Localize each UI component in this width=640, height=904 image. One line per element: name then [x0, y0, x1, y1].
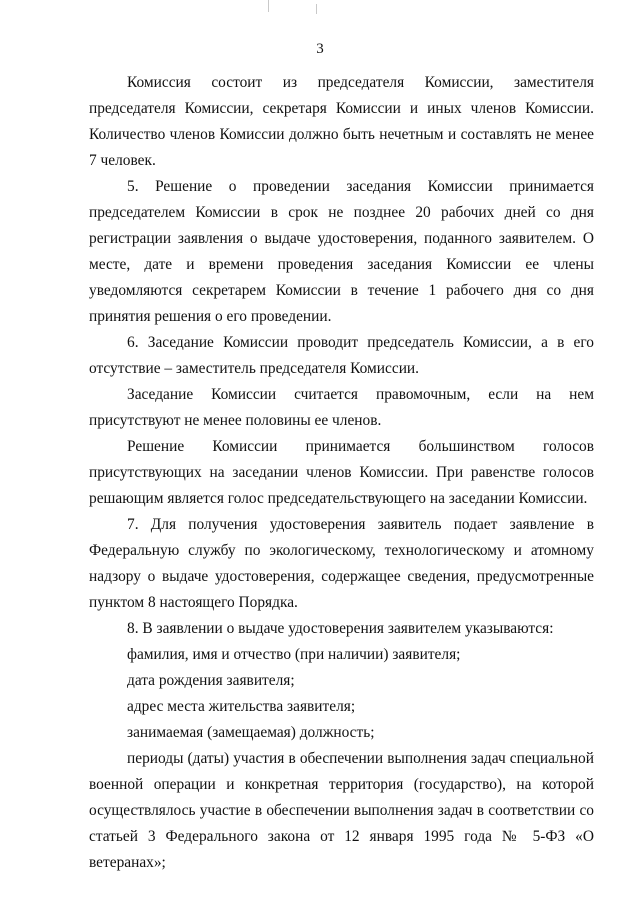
- paragraph-decision: Решение Комиссии принимается большинством голосов присутствующих на заседании членов Комиссии. При равенстве голосов решающим является голос председательствующего на заседании Комиссии.: [89, 438, 594, 507]
- list-item: дата рождения заявителя;: [127, 672, 295, 689]
- paragraph-commission-composition: Комиссия состоит из председателя Комиссии, заместителя председателя Комиссии, секретаря Комиссии и иных членов Комиссии. Количество членов Комиссии должно быть нечетным и составлять не менее 7 человек.: [89, 74, 594, 169]
- paragraph-item-7: 7. Для получения удостоверения заявитель подает заявление в Федеральную службу по экологическому, технологическому и атомному надзору о выдаче удостоверения, содержащее сведения, предусмотренные пунктом 8 настоящего Порядка.: [89, 516, 594, 611]
- paragraph-item-8: 8. В заявлении о выдаче удостоверения заявителем указываются:: [127, 620, 554, 637]
- page-number: 3: [316, 41, 324, 57]
- list-item: занимаемая (замещаемая) должность;: [127, 724, 375, 741]
- scan-artifact-line: [268, 0, 269, 12]
- paragraph-item-5: 5. Решение о проведении заседания Комиссии принимается председателем Комиссии в срок не позднее 20 рабочих дней со дня регистрации заявления о выдаче удостоверения, поданного заявителем. О месте, дате и времени проведения заседания Комиссии ее члены уведомляются секретарем Комиссии в течение 1 рабочего дня со дня принятия решения о его проведении.: [89, 178, 594, 325]
- document-body: [89, 70, 594, 876]
- list-item: фамилия, имя и отчество (при наличии) заявителя;: [127, 646, 461, 663]
- list-item: адрес места жительства заявителя;: [127, 698, 356, 715]
- paragraph-periods: периоды (даты) участия в обеспечении выполнения задач специальной военной операции и конкретная территория (государство), на которой осуществлялось участие в обеспечении выполнения задач в соответствии со статьей 3 Федерального закона от 12 января 1995 года № 5-ФЗ «О ветеранах»;: [89, 750, 594, 871]
- scan-artifact-line: [316, 4, 317, 14]
- paragraph-item-6: 6. Заседание Комиссии проводит председатель Комиссии, а в его отсутствие – заместитель председателя Комиссии.: [89, 334, 594, 377]
- paragraph-quorum: Заседание Комиссии считается правомочным, если на нем присутствуют не менее половины ее членов.: [89, 386, 594, 429]
